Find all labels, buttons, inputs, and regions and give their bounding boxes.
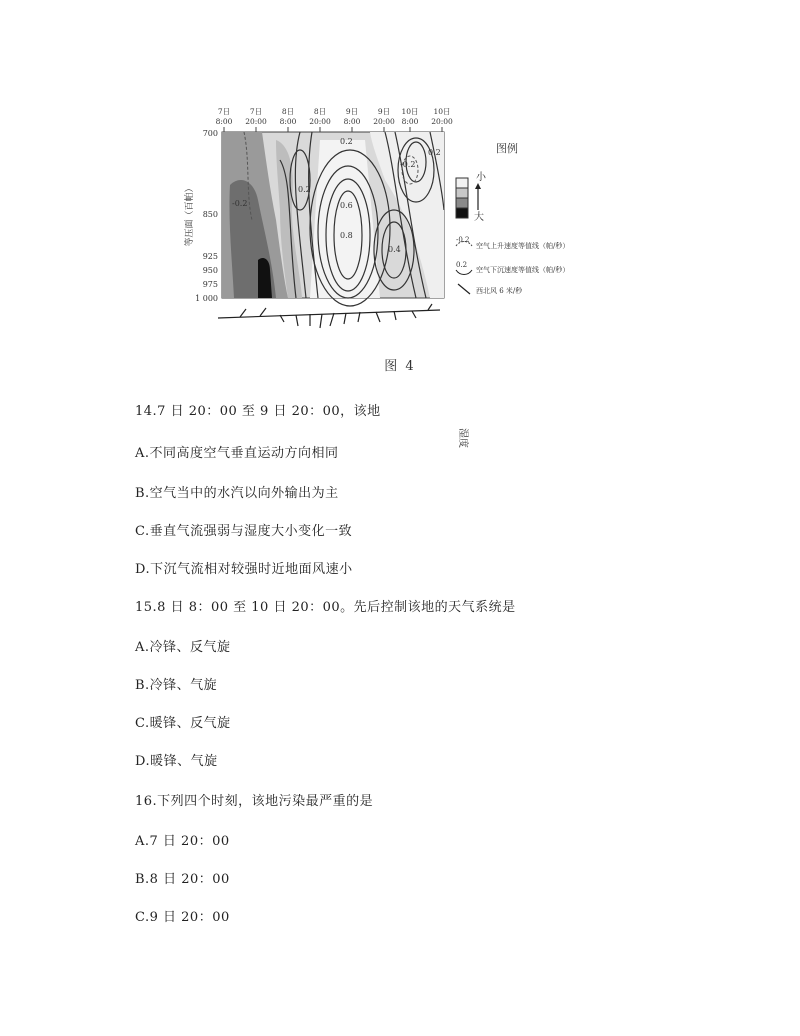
wind-barb-icon [458,284,470,294]
contour-label: -0.2 [400,160,416,169]
legend-sinking-label: 空气下沉速度等值线（帕/秒） [476,266,570,274]
question-15-option-a: A.冷锋、反气旋 [135,640,231,655]
x-tick-time: 8:00 [279,117,297,126]
y-tick: 850 [202,210,218,219]
x-tick-day: 9日 [345,107,359,116]
question-16-option-a: A.7 日 20：00 [135,834,230,849]
question-15-stem: 15.8 日 8：00 至 10 日 20：00。先后控制该地的天气系统是 [135,600,516,615]
legend-humidity-label: 湿度 [457,428,468,448]
contour-label: 0.4 [388,245,401,254]
legend [456,141,569,448]
y-tick: 1 000 [195,294,218,303]
question-16-option-b: B.8 日 20：00 [135,872,230,887]
question-14-option-d: D.下沉气流相对较强时近地面风速小 [135,562,353,577]
y-tick: 925 [202,252,218,261]
x-tick-day: 8日 [281,107,295,116]
x-tick-time: 20:00 [431,117,453,126]
contour-label: 0.2 [428,148,441,157]
x-tick-time: 20:00 [245,117,267,126]
y-axis-title: 等压面（百帕） [185,183,195,247]
x-tick-day: 9日 [377,107,391,116]
wind-barbs [218,304,440,328]
question-14-option-b: B.空气当中的水汽以向外输出为主 [135,486,339,501]
y-tick: 975 [202,280,218,289]
question-15-option-d: D.暖锋、气旋 [135,754,218,769]
question-16-option-c: C.9 日 20：00 [135,910,230,925]
x-tick-time: 8:00 [215,117,233,126]
legend-wind-label: 西北风 6 米/秒 [476,287,523,295]
question-14-option-c: C.垂直气流强弱与湿度大小变化一致 [135,524,353,539]
question-16-stem: 16.下列四个时刻，该地污染最严重的是 [135,794,374,809]
legend-large-label: 大 [474,212,484,223]
x-tick-day: 10日 [433,107,451,116]
arrow-head-icon [475,183,481,189]
x-tick-day: 10日 [401,107,419,116]
contour-label: -0.2 [232,199,248,208]
x-tick-day: 8日 [313,107,327,116]
y-tick: 950 [202,266,218,275]
x-tick-time: 8:00 [343,117,361,126]
question-14-option-a: A.不同高度空气垂直运动方向相同 [135,446,339,461]
legend-rising-label: 空气上升速度等值线（帕/秒） [476,242,570,250]
sinking-contour-icon [456,270,472,275]
question-15-option-b: B.冷锋、气旋 [135,678,218,693]
y-tick: 700 [202,129,218,138]
y-axis-labels [195,129,218,303]
legend-title: 图例 [496,142,518,155]
contour-label: 0.2 [340,137,353,146]
contour-label: 0.8 [340,231,353,240]
x-tick-time: 20:00 [373,117,395,126]
legend-sinking-value: 0.2 [456,261,468,269]
contour-label: 0.2 [298,185,311,194]
legend-rising-value: -0.2 [456,236,470,244]
x-tick-day: 7日 [249,107,263,116]
legend-small-label: 小 [476,172,486,183]
contour-label: 0.6 [340,201,353,210]
x-tick-time: 8:00 [401,117,419,126]
figure-caption: 图 4 [384,359,416,374]
x-tick-day: 7日 [217,107,231,116]
x-axis-labels [216,107,453,126]
question-15-option-c: C.暖锋、反气旋 [135,716,231,731]
question-14-stem: 14.7 日 20：00 至 9 日 20：00，该地 [135,404,381,419]
x-tick-time: 20:00 [309,117,331,126]
